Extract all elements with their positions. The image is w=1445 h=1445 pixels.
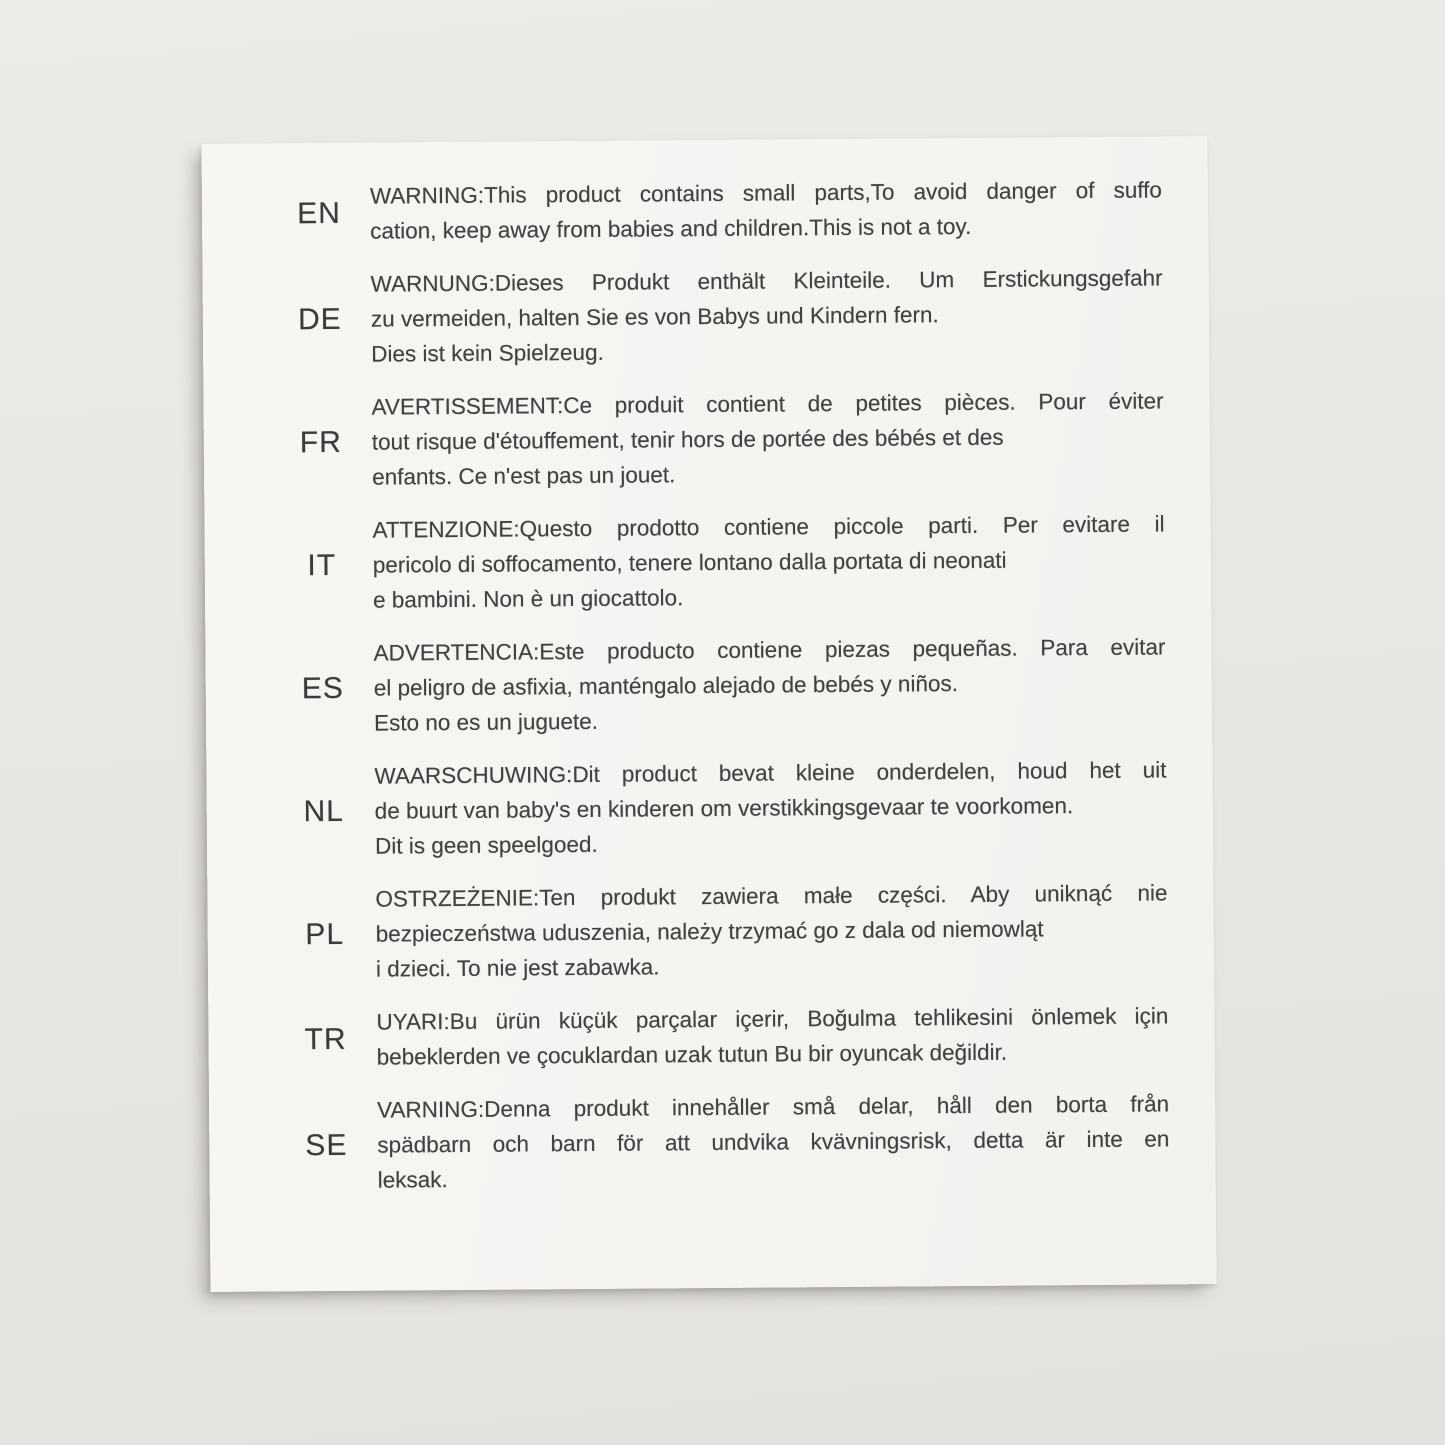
warning-lines-fr (371, 383, 1164, 494)
warning-line: Esto no es un juguete. (373, 708, 599, 736)
lang-code-nl: NL (303, 794, 345, 828)
warning-line: leksak. (377, 1167, 448, 1193)
warning-line: WARNUNG:Dieses Produkt enthält Kleinteile. Um Erstickungsgefahr (370, 265, 1163, 297)
label-section-nl (206, 752, 1213, 865)
warning-line: de buurt van baby's en kinderen om verstikkingsgevaar te voorkomen. (374, 793, 1074, 824)
warning-line: WAARSCHUWING:Dit product bevat kleine onderdelen, houd het uit (374, 757, 1167, 789)
warning-line: pericolo di soffocamento, tenere lontano dalla portata di neonati (372, 547, 1007, 578)
warning-line: spädbarn och barn för att undvika kvävningsrisk, detta är inte en (377, 1126, 1170, 1158)
warning-line: cation, keep away from babies and children.This is not a toy. (370, 213, 972, 244)
warning-line: bebeklerden ve çocuklardan uzak tutun Bu bir oyuncak değildir. (376, 1039, 1008, 1070)
label-section-tr (208, 998, 1215, 1076)
lang-code-en: EN (297, 196, 342, 231)
label-section-en (202, 172, 1209, 250)
label-section-fr (203, 383, 1210, 496)
warning-line: tout risque d'étouffement, tenir hors de portée des bébés et des (371, 424, 1004, 455)
label-sections (202, 172, 1216, 1217)
warning-label-paper (202, 136, 1217, 1292)
warning-line: bezpieczeństwa uduszenia, należy trzymać go z dala od niemowląt (375, 916, 1044, 947)
lang-code-tr: TR (304, 1022, 347, 1057)
warning-line: UYARI:Bu ürün küçük parçalar içerir, Boğulma tehlikesini önlemek için (376, 1003, 1169, 1035)
lang-code-se: SE (305, 1128, 348, 1162)
label-section-it (204, 506, 1211, 619)
lang-code-it: IT (307, 548, 337, 582)
warning-line: OSTRZEŻENIE:Ten produkt zawiera małe części. Aby uniknąć nie (375, 880, 1168, 912)
warning-line: e bambini. Non è un giocattolo. (372, 585, 684, 613)
warning-line: ATTENZIONE:Questo prodotto contiene piccole parti. Per evitare il (372, 511, 1165, 543)
warning-lines-tr (376, 998, 1169, 1074)
label-section-es (205, 629, 1212, 742)
warning-line: i dzieci. To nie jest zabawka. (375, 954, 660, 982)
warning-lines-pl (375, 875, 1168, 986)
warning-line: zu vermeiden, halten Sie es von Babys und Kindern fern. (370, 302, 939, 332)
warning-line: enfants. Ce n'est pas un jouet. (372, 462, 676, 490)
warning-lines-es (373, 629, 1166, 740)
label-section-se (209, 1086, 1216, 1199)
warning-lines-de (370, 260, 1163, 371)
lang-code-de: DE (297, 302, 342, 336)
warning-lines-se (377, 1086, 1170, 1197)
warning-line: AVERTISSEMENT:Ce produit contient de petites pièces. Pour éviter (371, 388, 1164, 420)
warning-lines-en (370, 172, 1163, 248)
warning-line: WARNING:This product contains small parts,To avoid danger of suffo (369, 177, 1162, 209)
warning-line: Dit is geen speelgoed. (374, 831, 598, 859)
warning-line: VARNING:Denna produkt innehåller små delar, håll den borta från (377, 1091, 1170, 1123)
label-section-de (202, 260, 1209, 373)
warning-lines-it (372, 506, 1165, 617)
lang-code-fr: FR (299, 425, 342, 459)
warning-line: el peligro de asfixia, manténgalo alejado de bebés y niños. (373, 671, 959, 701)
warning-line: ADVERTENCIA:Este producto contiene piezas pequeñas. Para evitar (373, 634, 1166, 666)
warning-line: Dies ist kein Spielzeug. (371, 339, 604, 367)
lang-code-pl: PL (305, 917, 345, 951)
label-section-pl (207, 875, 1214, 988)
warning-lines-nl (374, 752, 1167, 863)
lang-code-es: ES (301, 671, 344, 705)
